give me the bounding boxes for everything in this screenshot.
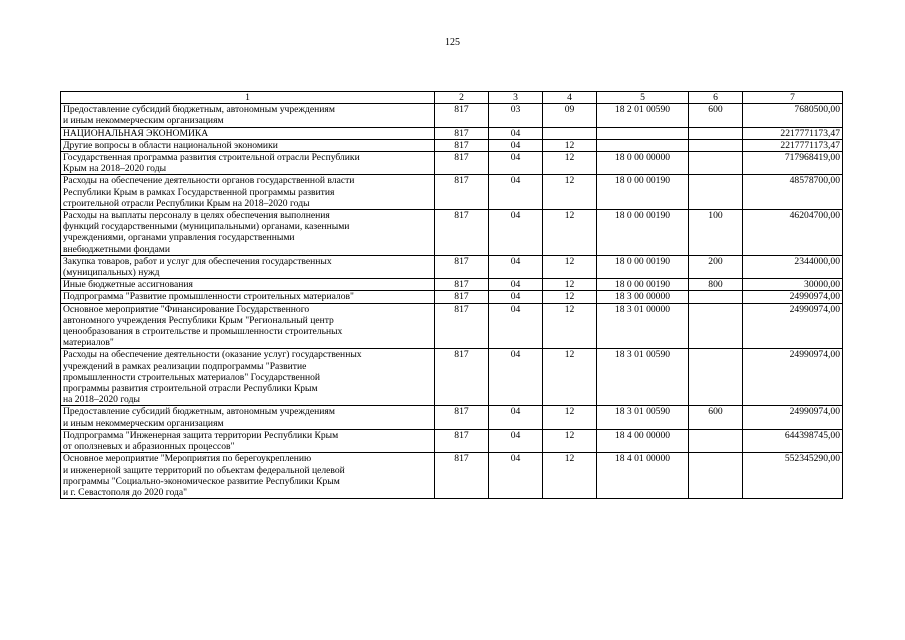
row-code-6: 100 [689, 210, 743, 256]
row-code-6 [689, 127, 743, 139]
row-code-5: 18 3 01 00590 [597, 349, 689, 406]
row-amount: 717968419,00 [743, 152, 843, 175]
row-code-4: 12 [543, 453, 597, 499]
header-cell-6: 6 [689, 92, 743, 104]
row-code-5: 18 0 00 00190 [597, 255, 689, 278]
row-name: Подпрограмма "Развитие промышленности строительных материалов" [61, 291, 435, 303]
row-code-4: 12 [543, 255, 597, 278]
row-code-3: 04 [489, 175, 543, 210]
row-code-2: 817 [435, 255, 489, 278]
row-name: Расходы на обеспечение деятельности органов государственной власти Республики Крым в рамках Государственной программы развития строительной отрасли Республики Крым на 2018–2020 годы [61, 175, 435, 210]
row-code-6: 200 [689, 255, 743, 278]
row-code-2: 817 [435, 303, 489, 349]
row-code-4: 12 [543, 279, 597, 291]
row-code-5: 18 0 00 00190 [597, 210, 689, 256]
row-code-6 [689, 303, 743, 349]
row-code-3: 04 [489, 303, 543, 349]
row-code-6 [689, 291, 743, 303]
table-row [61, 429, 843, 452]
row-code-6: 600 [689, 406, 743, 429]
table-row [61, 349, 843, 406]
row-code-2: 817 [435, 210, 489, 256]
row-name: Расходы на выплаты персоналу в целях обеспечения выполнения функций государственными (муниципальными) органами, казенными учреждениями, органами управления государственными внебюджетными фондами [61, 210, 435, 256]
row-code-3: 04 [489, 152, 543, 175]
header-cell-4: 4 [543, 92, 597, 104]
row-name: Предоставление субсидий бюджетным, автономным учреждениям и иным некоммерческим организациям [61, 406, 435, 429]
row-amount: 7680500,00 [743, 104, 843, 127]
row-name: Подпрограмма "Инженерная защита территории Республики Крым от оползневых и абразионных процессов" [61, 429, 435, 452]
row-amount: 24990974,00 [743, 303, 843, 349]
row-code-5 [597, 127, 689, 139]
row-amount: 24990974,00 [743, 291, 843, 303]
row-name: Закупка товаров, работ и услуг для обеспечения государственных (муниципальных) нужд [61, 255, 435, 278]
row-amount: 644398745,00 [743, 429, 843, 452]
row-code-4: 12 [543, 210, 597, 256]
row-code-6 [689, 429, 743, 452]
row-code-5: 18 2 01 00590 [597, 104, 689, 127]
row-code-4: 12 [543, 152, 597, 175]
row-code-4: 12 [543, 175, 597, 210]
row-code-5: 18 4 00 00000 [597, 429, 689, 452]
row-name: НАЦИОНАЛЬНАЯ ЭКОНОМИКА [61, 127, 435, 139]
row-code-3: 04 [489, 127, 543, 139]
header-cell-7: 7 [743, 92, 843, 104]
row-code-3: 04 [489, 210, 543, 256]
row-name: Основное мероприятие "Мероприятия по берегоукреплению и инженерной защите территорий по объектам федеральной целевой программы "Социально-экономическое развитие Республики Крым и г. Севастополя до 2020 года" [61, 453, 435, 499]
row-code-2: 817 [435, 175, 489, 210]
row-code-4: 09 [543, 104, 597, 127]
table-row [61, 453, 843, 499]
row-code-6 [689, 139, 743, 151]
row-code-6 [689, 152, 743, 175]
row-code-2: 817 [435, 349, 489, 406]
row-amount: 48578700,00 [743, 175, 843, 210]
row-code-3: 04 [489, 279, 543, 291]
table-row [61, 406, 843, 429]
row-amount: 2344000,00 [743, 255, 843, 278]
row-name: Другие вопросы в области национальной экономики [61, 139, 435, 151]
row-code-5: 18 3 00 00000 [597, 291, 689, 303]
row-code-3: 04 [489, 255, 543, 278]
row-code-3: 04 [489, 139, 543, 151]
row-code-2: 817 [435, 453, 489, 499]
row-name: Государственная программа развития строительной отрасли Республики Крым на 2018–2020 годы [61, 152, 435, 175]
row-amount: 2217771173,47 [743, 139, 843, 151]
row-code-3: 04 [489, 291, 543, 303]
row-code-4: 12 [543, 139, 597, 151]
row-name: Расходы на обеспечение деятельности (оказание услуг) государственных учреждений в рамках реализации подпрограммы "Развитие промышленности строительных материалов" Государственной программы развития строительной отрасли Республики Крым на 2018–2020 годы [61, 349, 435, 406]
row-code-4: 12 [543, 303, 597, 349]
table-row [61, 139, 843, 151]
header-cell-2: 2 [435, 92, 489, 104]
row-code-2: 817 [435, 104, 489, 127]
row-amount: 2217771173,47 [743, 127, 843, 139]
row-code-3: 04 [489, 349, 543, 406]
row-amount: 24990974,00 [743, 406, 843, 429]
table-row [61, 152, 843, 175]
row-code-5: 18 4 01 00000 [597, 453, 689, 499]
row-code-2: 817 [435, 139, 489, 151]
row-code-5: 18 0 00 00190 [597, 175, 689, 210]
row-code-3: 03 [489, 104, 543, 127]
row-amount: 552345290,00 [743, 453, 843, 499]
row-code-3: 04 [489, 406, 543, 429]
table-row [61, 255, 843, 278]
row-code-6 [689, 175, 743, 210]
header-row [61, 92, 843, 104]
row-code-4: 12 [543, 429, 597, 452]
row-code-5: 18 0 00 00000 [597, 152, 689, 175]
row-code-5: 18 3 01 00590 [597, 406, 689, 429]
row-code-5 [597, 139, 689, 151]
row-name: Основное мероприятие "Финансирование Государственного автономного учреждения Республики Крым "Региональный центр ценообразования в строительстве и промышленности строительных материалов" [61, 303, 435, 349]
row-code-3: 04 [489, 453, 543, 499]
row-code-2: 817 [435, 406, 489, 429]
table-row [61, 291, 843, 303]
row-code-5: 18 0 00 00190 [597, 279, 689, 291]
table-row [61, 279, 843, 291]
table-row [61, 175, 843, 210]
row-code-4: 12 [543, 349, 597, 406]
row-amount: 24990974,00 [743, 349, 843, 406]
row-code-6: 800 [689, 279, 743, 291]
table-row [61, 104, 843, 127]
row-name: Иные бюджетные ассигнования [61, 279, 435, 291]
row-code-2: 817 [435, 127, 489, 139]
row-code-6 [689, 349, 743, 406]
row-name: Предоставление субсидий бюджетным, автономным учреждениям и иным некоммерческим организациям [61, 104, 435, 127]
row-code-2: 817 [435, 279, 489, 291]
page-number: 125 [445, 37, 460, 48]
row-code-4 [543, 127, 597, 139]
row-amount: 46204700,00 [743, 210, 843, 256]
row-code-6 [689, 453, 743, 499]
table-row [61, 127, 843, 139]
budget-table [60, 91, 843, 499]
row-code-4: 12 [543, 291, 597, 303]
table-body [61, 104, 843, 499]
header-cell-3: 3 [489, 92, 543, 104]
header-cell-5: 5 [597, 92, 689, 104]
table-row [61, 210, 843, 256]
row-code-2: 817 [435, 152, 489, 175]
row-code-4: 12 [543, 406, 597, 429]
header-cell-1: 1 [61, 92, 435, 104]
row-code-2: 817 [435, 291, 489, 303]
table-row [61, 303, 843, 349]
row-amount: 30000,00 [743, 279, 843, 291]
row-code-3: 04 [489, 429, 543, 452]
row-code-2: 817 [435, 429, 489, 452]
row-code-6: 600 [689, 104, 743, 127]
row-code-5: 18 3 01 00000 [597, 303, 689, 349]
